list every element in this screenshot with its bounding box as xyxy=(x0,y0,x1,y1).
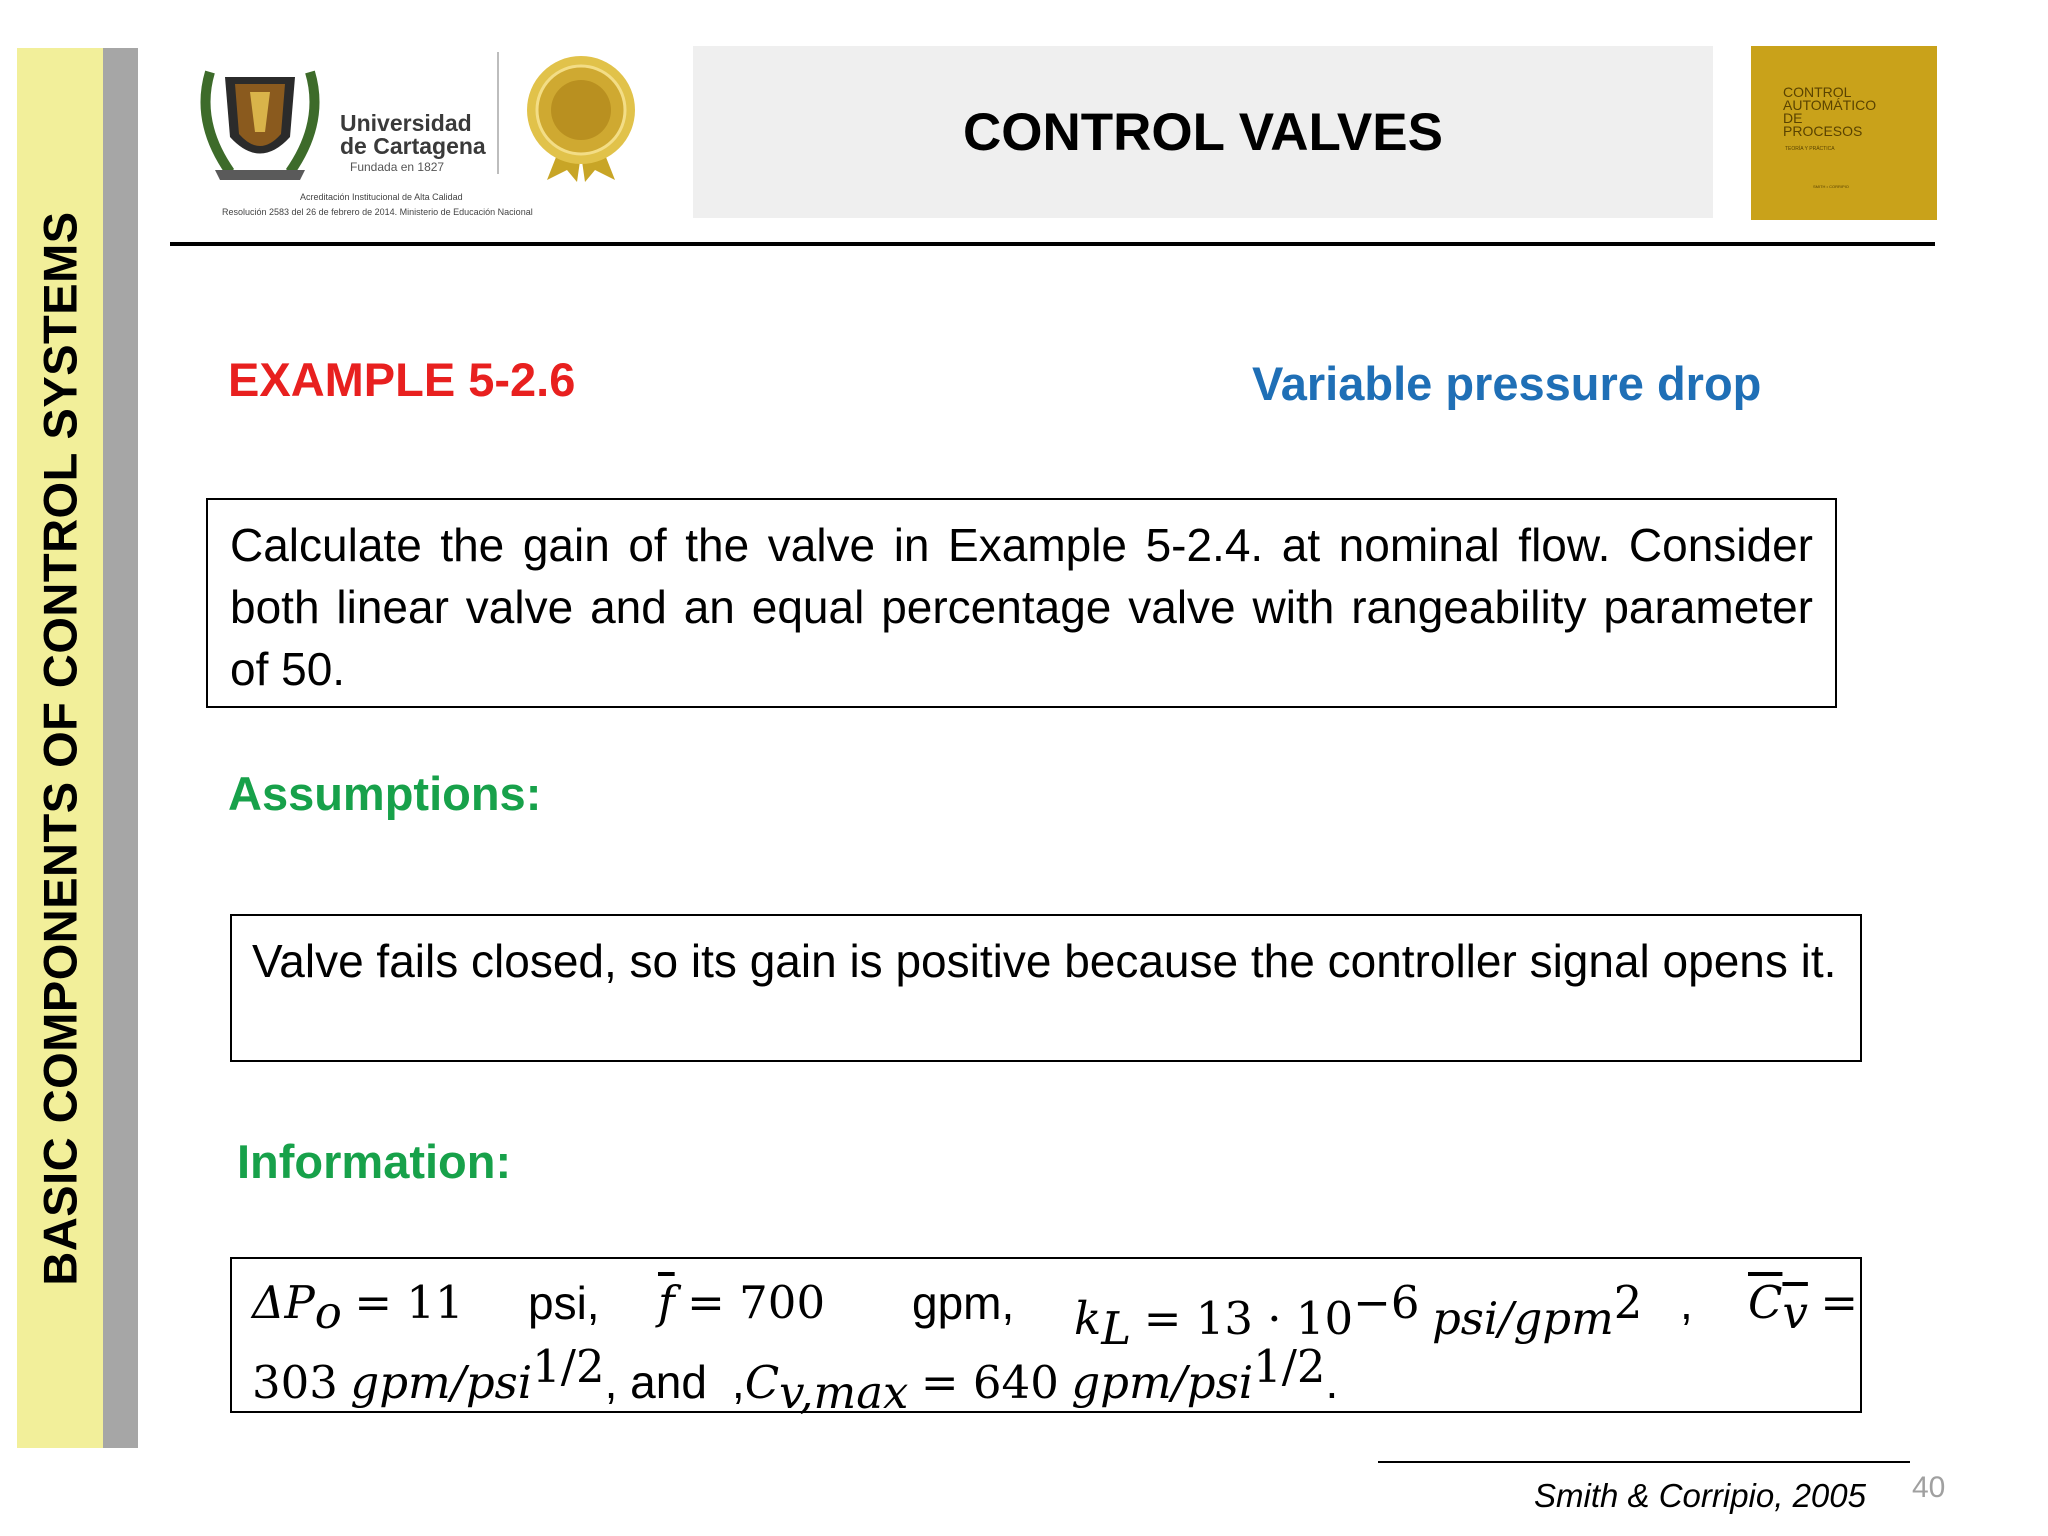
dp-symbol: ΔP xyxy=(252,1276,315,1329)
information-line-1 xyxy=(252,1271,1859,1355)
end-period: . xyxy=(1325,1356,1339,1408)
cvmax-unit-exponent: 1/2 xyxy=(1253,1340,1326,1393)
and-text: , and xyxy=(604,1356,707,1408)
kl-subscript: L xyxy=(1101,1302,1132,1355)
flow-term xyxy=(658,1271,825,1335)
cv-unit-exponent: 1/2 xyxy=(532,1340,605,1393)
information-heading: Information: xyxy=(237,1135,512,1188)
accreditation-line2: Resolución 2583 del 26 de febrero de 2014. Ministerio de Educación Nacional xyxy=(222,207,533,217)
cvmax-unit: gpm/psi xyxy=(1071,1356,1254,1409)
dp-value: = 11 xyxy=(354,1276,464,1329)
logo-divider xyxy=(497,52,499,174)
university-crest-icon xyxy=(190,52,330,187)
problem-text: Calculate the gain of the valve in Example 5-2.4. at nominal flow. Consider both linear valve and an equal percentage valve with rangeability parameter of 50. xyxy=(230,519,1813,695)
kl-value: = 13 · 10 xyxy=(1143,1292,1354,1345)
kl-unit: psi/gpm xyxy=(1432,1292,1614,1345)
information-line-2 xyxy=(252,1335,1840,1419)
flow-symbol: $\overline{f}$ xyxy=(658,1276,675,1329)
dp-subscript: o xyxy=(314,1286,342,1339)
cv-value: 303 xyxy=(252,1356,338,1409)
page-number: 40 xyxy=(1912,1471,1946,1504)
sidebar-label: BASIC COMPONENTS OF CONTROL SYSTEMS xyxy=(33,210,87,1286)
sidebar-shadow xyxy=(103,48,138,1448)
book-title xyxy=(1783,86,1876,138)
cv-subscript: v xyxy=(1782,1286,1808,1339)
gold-seal-icon xyxy=(522,52,640,182)
book-title-line: AUTOMÁTICO xyxy=(1783,97,1877,113)
university-line2: de Cartagena xyxy=(340,133,486,159)
book-title-line: CONTROL xyxy=(1783,84,1852,100)
cv-equals: = xyxy=(1820,1276,1859,1329)
cv-term xyxy=(1748,1271,1858,1345)
sidebar-label-wrap xyxy=(17,48,103,1448)
assumptions-box xyxy=(230,914,1862,1062)
problem-box xyxy=(206,498,1837,708)
accreditation-line1: Acreditación Institucional de Alta Calidad xyxy=(300,192,463,202)
kl-symbol: k xyxy=(1074,1292,1102,1345)
kl-unit-exponent: 2 xyxy=(1613,1276,1643,1329)
dp-term xyxy=(252,1271,464,1345)
book-title-line: PROCESOS xyxy=(1783,123,1863,139)
university-name xyxy=(340,112,486,158)
university-founded: Fundada en 1827 xyxy=(350,160,445,174)
book-title-line: DE xyxy=(1783,110,1803,126)
cvmax-symbol: C xyxy=(744,1356,780,1409)
header-rule xyxy=(170,242,1935,246)
cv-unit: gpm/psi xyxy=(350,1356,533,1409)
book-authors: SMITH • CORRIPIO xyxy=(1813,184,1849,189)
assumptions-heading: Assumptions: xyxy=(228,767,542,820)
information-box xyxy=(230,1257,1862,1419)
university-line1: Universidad xyxy=(340,110,472,136)
book-subtitle: TEORÍA Y PRÁCTICA xyxy=(1785,146,1835,152)
flow-unit: gpm, xyxy=(912,1277,1015,1329)
assumptions-text: Valve fails closed, so its gain is positive because the controller signal opens it. xyxy=(252,935,1837,987)
slide-title: CONTROL VALVES xyxy=(963,102,1443,162)
title-banner xyxy=(693,46,1713,218)
reference-citation: Smith & Corripio, 2005 xyxy=(1534,1477,1866,1514)
dp-unit: psi, xyxy=(528,1277,600,1329)
flow-value: = 700 xyxy=(687,1276,826,1329)
example-subtitle: Variable pressure drop xyxy=(1252,357,1762,410)
cvmax-value: = 640 xyxy=(920,1356,1059,1409)
reference-rule xyxy=(1378,1461,1910,1463)
example-label: EXAMPLE 5-2.6 xyxy=(228,353,576,406)
cvmax-prefix: , xyxy=(731,1356,745,1408)
cv-symbol: C xyxy=(1748,1276,1783,1329)
separator: , xyxy=(1680,1277,1693,1329)
cvmax-subscript: v,max xyxy=(779,1366,909,1419)
kl-exponent: −6 xyxy=(1353,1276,1420,1329)
